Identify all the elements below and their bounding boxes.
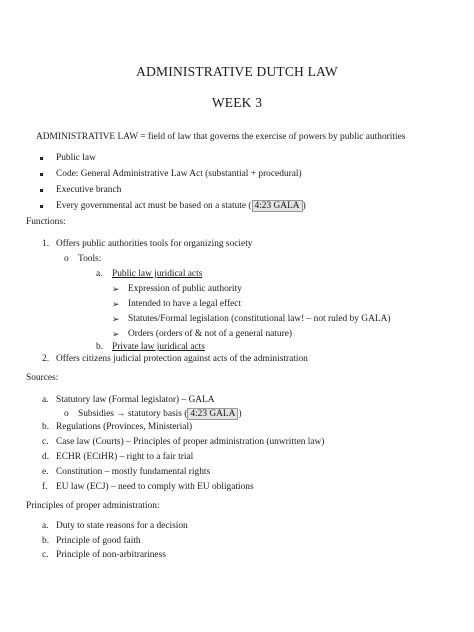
arrow-bullet-icon: ➢ <box>112 299 120 309</box>
sources-item: Case law (Courts) – Principles of proper administration (unwritten law) <box>56 437 325 447</box>
sources-item: ECHR (ECtHR) – right to a fair trial <box>56 452 194 462</box>
sources-item: Statutory law (Formal legislator) – GALA <box>56 395 215 405</box>
principles-item: Principle of non-arbitrariness <box>56 550 166 560</box>
functions-heading: Functions: <box>26 217 66 227</box>
bullet-square <box>40 173 43 176</box>
arrow-bullet-icon: ➢ <box>112 284 120 294</box>
bullet-square <box>40 205 43 208</box>
list-letter: b. <box>42 422 50 432</box>
bullet-close: ) <box>302 201 306 211</box>
list-letter: b. <box>42 536 50 546</box>
hollow-bullet-marker: o <box>64 254 69 264</box>
list-letter: c. <box>42 437 49 447</box>
list-letter: a. <box>96 269 103 279</box>
principles-item: Duty to state reasons for a decision <box>56 521 188 531</box>
definition-text: ADMINISTRATIVE LAW = field of law that governs the exercise of powers by public authorities <box>36 132 406 142</box>
arrow-list-item: Statutes/Formal legislation (constitutional law! – not ruled by GALA) <box>128 314 391 324</box>
functions-item: Offers public authorities tools for organizing society <box>56 239 253 249</box>
arrow-list-item: Intended to have a legal effect <box>128 299 242 309</box>
bullet-item <box>56 200 306 212</box>
list-letter: a. <box>42 521 49 531</box>
sources-item: EU law (ECJ) – need to comply with EU obligations <box>56 482 254 492</box>
principles-item: Principle of good faith <box>56 536 141 546</box>
week-heading: WEEK 3 <box>211 95 263 110</box>
sources-subitem <box>78 408 242 420</box>
subitem-close: ) <box>238 409 242 419</box>
list-number: 2. <box>42 354 50 364</box>
list-letter: a. <box>42 395 49 405</box>
functions-item: Offers citizens judicial protection against acts of the administration <box>56 354 308 364</box>
hollow-bullet-marker: o <box>64 409 69 419</box>
subsidies-text: Subsidies → statutory basis ( <box>78 409 188 419</box>
list-letter: e. <box>42 467 49 477</box>
bullet-square <box>40 157 43 160</box>
bullet-text: Every governmental act must be based on a statute ( <box>56 201 252 211</box>
statute-reference-highlight: 4:23 GALA <box>187 408 238 420</box>
document-title: ADMINISTRATIVE DUTCH LAW <box>136 64 338 79</box>
arrow-list-item: Orders (orders of & not of a general nature) <box>128 329 292 339</box>
bullet-item: Public law <box>56 153 96 163</box>
statute-reference-highlight: 4:23 GALA <box>252 200 303 212</box>
bullet-item: Executive branch <box>56 185 122 195</box>
list-letter: f. <box>42 482 48 492</box>
list-number: 1. <box>42 239 50 249</box>
arrow-bullet-icon: ➢ <box>112 314 120 324</box>
sources-item: Regulations (Provinces, Ministerial) <box>56 422 193 432</box>
private-law-acts-label: Private law juridical acts <box>112 342 205 352</box>
list-letter: d. <box>42 452 50 462</box>
sources-item: Constitution – mostly fundamental rights <box>56 467 211 477</box>
tools-label: Tools: <box>78 254 102 264</box>
arrow-list-item: Expression of public authority <box>128 284 242 294</box>
arrow-bullet-icon: ➢ <box>112 329 120 339</box>
list-letter: c. <box>42 550 49 560</box>
list-letter: b. <box>96 342 104 352</box>
sources-heading: Sources: <box>26 373 59 383</box>
public-law-acts-label: Public law juridical acts <box>112 269 203 279</box>
principles-heading: Principles of proper administration: <box>26 501 160 511</box>
bullet-square <box>40 189 43 192</box>
bullet-item: Code: General Administrative Law Act (substantial + procedural) <box>56 169 302 179</box>
